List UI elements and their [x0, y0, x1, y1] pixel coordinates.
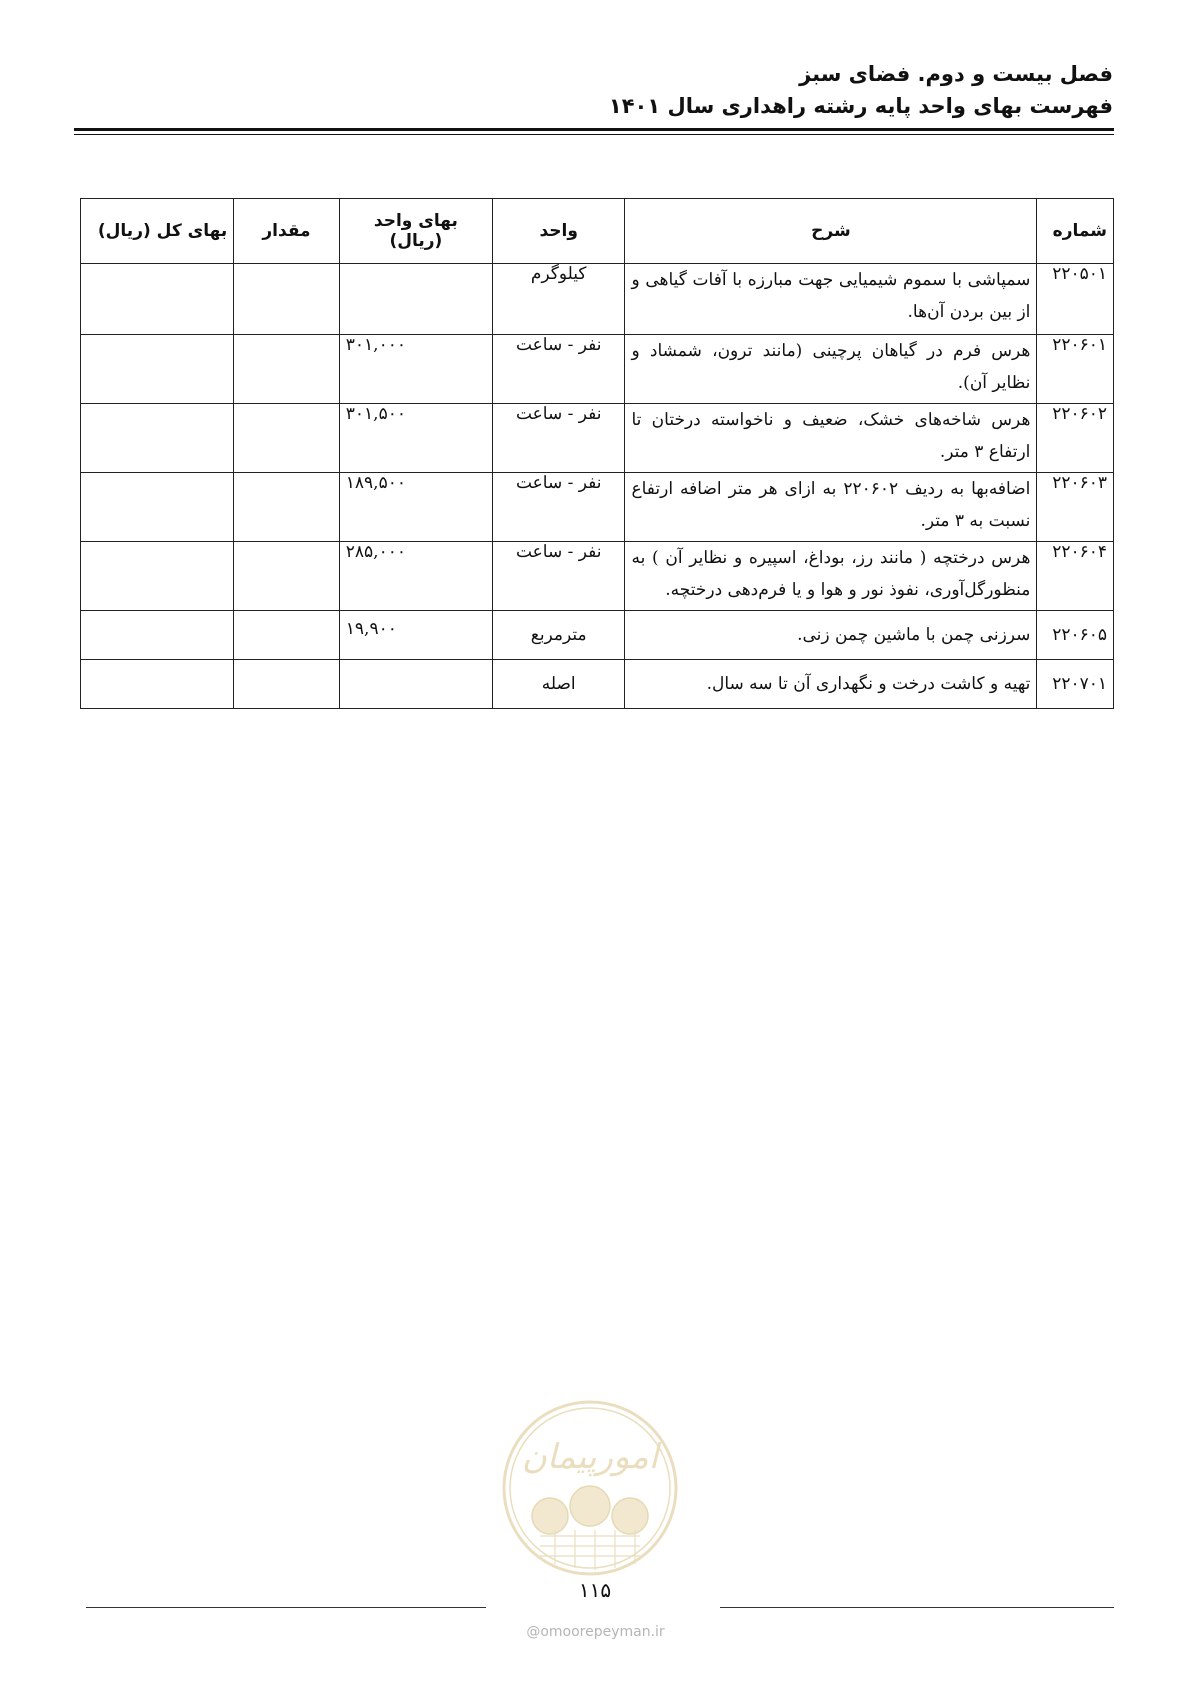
- row-unit: مترمربع: [492, 611, 624, 660]
- row-description: اضافه‌بها به ردیف ۲۲۰۶۰۲ به ازای هر متر اضافه ارتفاع نسبت به ۳ متر.: [625, 473, 1037, 542]
- row-quantity: [234, 264, 340, 335]
- row-quantity: [234, 473, 340, 542]
- row-total: [81, 660, 234, 709]
- row-quantity: [234, 611, 340, 660]
- row-description: هرس فرم در گیاهان پرچینی (مانند ترون، شمشاد و نظایر آن).: [625, 335, 1037, 404]
- page-header: [609, 58, 1113, 122]
- row-unit: کیلوگرم: [492, 264, 624, 335]
- row-code: ۲۲۰۵۰۱: [1037, 264, 1114, 335]
- table-header-row: [81, 199, 1114, 264]
- table-row: [81, 611, 1114, 660]
- column-header-unit-price: بهای واحد (ریال): [339, 199, 492, 264]
- column-header-unit: واحد: [492, 199, 624, 264]
- row-total: [81, 264, 234, 335]
- row-quantity: [234, 542, 340, 611]
- row-total: [81, 404, 234, 473]
- row-code: ۲۲۰۶۰۱: [1037, 335, 1114, 404]
- row-unit: اصله: [492, 660, 624, 709]
- footer-rule-left: [86, 1607, 486, 1608]
- table-row: [81, 542, 1114, 611]
- row-quantity: [234, 404, 340, 473]
- row-unit: نفر - ساعت: [492, 542, 624, 611]
- row-description: سرزنی چمن با ماشین چمن زنی.: [625, 611, 1037, 660]
- row-total: [81, 473, 234, 542]
- column-header-total-price: بهای کل (ریال): [81, 199, 234, 264]
- table-row: [81, 660, 1114, 709]
- row-unit-price: ۱۸۹,۵۰۰: [339, 473, 492, 542]
- table-row: [81, 473, 1114, 542]
- table-row: [81, 264, 1114, 335]
- row-description: تهیه و کاشت درخت و نگهداری آن تا سه سال.: [625, 660, 1037, 709]
- row-unit-price: [339, 264, 492, 335]
- header-rule-thin: [74, 134, 1114, 135]
- column-header-number: شماره: [1037, 199, 1114, 264]
- price-list-table: [80, 198, 1114, 709]
- row-total: [81, 611, 234, 660]
- footer-rule-right: [720, 1607, 1114, 1608]
- page-number: ۱۱۵: [578, 1578, 612, 1602]
- row-code: ۲۲۰۷۰۱: [1037, 660, 1114, 709]
- watermark-seal-icon: [500, 1398, 680, 1578]
- row-description: هرس درختچه ( مانند رز، بوداغ، اسپیره و نظایر آن ) به منظورگل‌آوری، نفوذ نور و هوا و یا فرم‌دهی درختچه.: [625, 542, 1037, 611]
- header-rule-thick: [74, 128, 1114, 131]
- website-url: @omoorepeyman.ir: [526, 1624, 665, 1640]
- chapter-title: فصل بیست و دوم. فضای سبز: [799, 62, 1113, 86]
- row-unit-price: ۳۰۱,۰۰۰: [339, 335, 492, 404]
- row-unit: نفر - ساعت: [492, 404, 624, 473]
- row-description: سمپاشی با سموم شیمیایی جهت مبارزه با آفات گیاهی و از بین بردن آن‌ها.: [625, 264, 1037, 335]
- row-total: [81, 542, 234, 611]
- row-unit-price: ۳۰۱,۵۰۰: [339, 404, 492, 473]
- row-unit-price: ۱۹,۹۰۰: [339, 611, 492, 660]
- table-row: [81, 404, 1114, 473]
- row-unit: نفر - ساعت: [492, 335, 624, 404]
- row-code: ۲۲۰۶۰۴: [1037, 542, 1114, 611]
- table-row: [81, 335, 1114, 404]
- row-unit-price: ۲۸۵,۰۰۰: [339, 542, 492, 611]
- row-quantity: [234, 335, 340, 404]
- document-subtitle: فهرست بهای واحد پایه رشته راهداری سال ۱۴۰۱: [608, 94, 1113, 118]
- row-total: [81, 335, 234, 404]
- row-description: هرس شاخه‌های خشک، ضعیف و ناخواسته درختان تا ارتفاع ۳ متر.: [625, 404, 1037, 473]
- row-unit: نفر - ساعت: [492, 473, 624, 542]
- row-quantity: [234, 660, 340, 709]
- watermark-text: امورپیمان: [521, 1437, 659, 1477]
- column-header-description: شرح: [625, 199, 1037, 264]
- row-code: ۲۲۰۶۰۳: [1037, 473, 1114, 542]
- column-header-quantity: مقدار: [234, 199, 340, 264]
- row-unit-price: [339, 660, 492, 709]
- row-code: ۲۲۰۶۰۵: [1037, 611, 1114, 660]
- row-code: ۲۲۰۶۰۲: [1037, 404, 1114, 473]
